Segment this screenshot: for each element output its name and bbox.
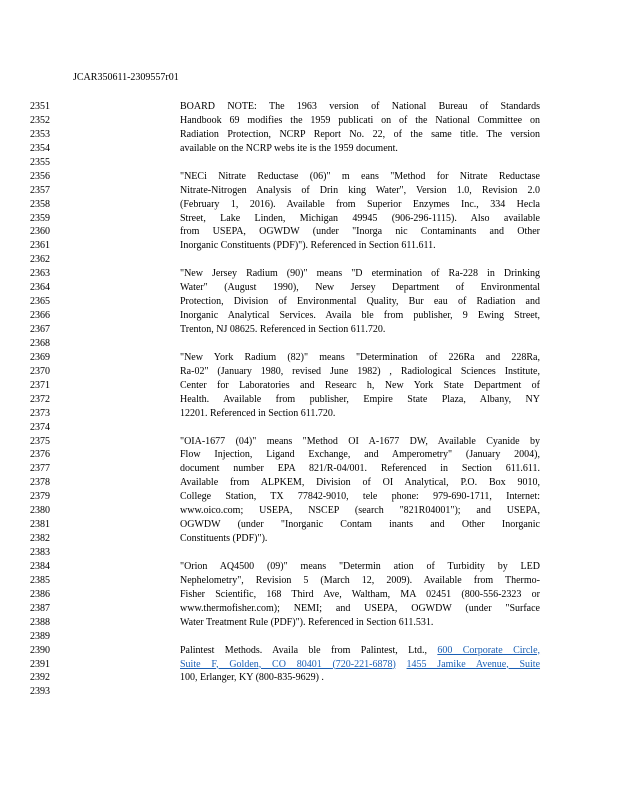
document-line: [0, 630, 618, 644]
line-text-segment: 12201. Referenced in Section 611.720.: [180, 407, 336, 419]
line-text: [180, 212, 540, 226]
document-line: [0, 490, 618, 504]
line-text: [180, 588, 540, 602]
line-text-segment: Nitrate-Nitrogen Analysis of Drin king Water", Version 1.0, Revision 2.0: [180, 184, 540, 196]
document-line: [0, 560, 618, 574]
document-line: [0, 142, 618, 156]
line-number: 2358: [30, 198, 50, 210]
line-number: 2352: [30, 114, 50, 126]
document-line: [0, 184, 618, 198]
line-text-segment: Palintest Methods. Availa ble from Palintest, Ltd.,: [180, 644, 427, 656]
document-line: [0, 462, 618, 476]
line-number: 2374: [30, 421, 50, 433]
line-text: [180, 142, 540, 156]
line-number: 2366: [30, 310, 50, 322]
line-text-segment: Inorganic Analytical Services. Availa ble from publisher, 9 Ewing Street,: [180, 310, 540, 322]
line-number: 2385: [30, 574, 50, 586]
line-text: [180, 323, 540, 337]
line-text-segment: "Orion AQ4500 (09)" means "Determin ation of Turbidity by LED: [180, 560, 540, 572]
line-number: 2360: [30, 226, 50, 238]
line-text: [180, 365, 540, 379]
line-number: 2361: [30, 240, 50, 252]
document-id: JCAR350611-2309557r01: [73, 72, 179, 83]
document-line: [0, 671, 618, 685]
line-text: [180, 379, 540, 393]
document-line: [0, 393, 618, 407]
document-line: [0, 267, 618, 281]
document-line: [0, 476, 618, 490]
document-line: [0, 532, 618, 546]
line-text: [180, 239, 540, 253]
document-line: [0, 602, 618, 616]
line-number: 2363: [30, 268, 50, 280]
line-text: [180, 393, 540, 407]
line-text-segment: Inorganic Constituents (PDF)"). Referenced in Section 611.611.: [180, 240, 436, 252]
line-number: 2372: [30, 393, 50, 405]
line-text: [180, 560, 540, 574]
line-text: [180, 616, 540, 630]
line-text: [180, 518, 540, 532]
line-text-segment: "NECi Nitrate Reductase (06)" m eans "Method for Nitrate Reductase: [180, 170, 540, 182]
line-number: 2371: [30, 379, 50, 391]
line-text-segment: www.oico.com; USEPA, NSCEP (search "821R04001"); and USEPA,: [180, 505, 540, 517]
document-line: [0, 100, 618, 114]
line-text-segment: Radiation Protection, NCRP Report No. 22, of the same title. The version: [180, 128, 540, 140]
numbered-lines: [0, 100, 618, 699]
line-text: [180, 128, 540, 142]
document-line: [0, 337, 618, 351]
line-number: 2383: [30, 547, 50, 558]
line-text-segment: "New York Radium (82)" means "Determination of 226Ra and 228Ra,: [180, 351, 540, 363]
line-number: 2393: [30, 686, 50, 698]
line-number: 2378: [30, 477, 50, 489]
line-number: 2353: [30, 128, 50, 140]
line-text-segment: Fisher Scientific, 168 Third Ave, Waltham, MA 02451 (800-556-2323 or: [180, 588, 540, 600]
line-text-segment: Water Treatment Rule (PDF)"). Referenced in Section 611.531.: [180, 616, 434, 628]
document-line: [0, 658, 618, 672]
document-line: [0, 225, 618, 239]
line-text: [180, 198, 540, 212]
line-text: [180, 309, 540, 323]
line-number: 2369: [30, 351, 50, 363]
line-number: 2380: [30, 505, 50, 517]
document-line: [0, 281, 618, 295]
document-line: [0, 351, 618, 365]
line-number: 2359: [30, 212, 50, 224]
line-text-segment: document number EPA 821/R-04/001. Referenced in Section 611.611.: [180, 463, 540, 475]
document-line: [0, 421, 618, 435]
line-text: [180, 435, 540, 449]
document-line: [0, 323, 618, 337]
line-text: [180, 184, 540, 198]
document-line: [0, 574, 618, 588]
document-line: [0, 253, 618, 267]
line-text: [180, 170, 540, 184]
document-line: [0, 170, 618, 184]
line-number: 2354: [30, 142, 50, 154]
line-number: 2357: [30, 184, 50, 196]
line-text: [180, 462, 540, 476]
hyperlink-text[interactable]: 600 Corporate Circle,: [437, 644, 541, 656]
line-text: [180, 281, 540, 295]
line-text-segment: Street, Lake Linden, Michigan 49945 (906-296-1115). Also available: [180, 212, 540, 224]
line-number: 2391: [30, 658, 50, 670]
line-text: [180, 114, 540, 128]
line-number: 2392: [30, 672, 50, 684]
document-line: [0, 518, 618, 532]
line-text: [180, 351, 540, 365]
document-line: [0, 212, 618, 226]
document-line: [0, 198, 618, 212]
line-number: 2362: [30, 254, 50, 266]
line-text: [180, 574, 540, 588]
line-number: 2379: [30, 491, 50, 503]
line-text: [180, 504, 540, 518]
line-number: 2376: [30, 449, 50, 461]
line-text-segment: Trenton, NJ 08625. Referenced in Section 611.720.: [180, 324, 386, 335]
line-number: 2355: [30, 156, 50, 168]
line-number: 2368: [30, 337, 50, 349]
line-text-segment: Water" (August 1990), New Jersey Department of Environmental: [180, 282, 540, 294]
line-number: 2356: [30, 170, 50, 182]
document-line: [0, 239, 618, 253]
line-text: [180, 225, 540, 239]
line-number: 2351: [30, 101, 50, 112]
line-text-segment: OGWDW (under "Inorganic Contam inants and Other Inorganic: [180, 519, 540, 531]
document-line: [0, 588, 618, 602]
document-line: [0, 309, 618, 323]
line-text-segment: BOARD NOTE: The 1963 version of National Bureau of Standards: [180, 101, 540, 112]
line-number: 2365: [30, 296, 50, 308]
line-text-segment: (February 1, 2016). Available from Superior Enzymes Inc., 334 Hecla: [180, 198, 540, 210]
line-text-segment: Flow Injection, Ligand Exchange, and Amperometry" (January 2004),: [180, 449, 540, 461]
line-text: [180, 295, 540, 309]
line-number: 2370: [30, 365, 50, 377]
line-number: 2388: [30, 616, 50, 628]
line-number: 2386: [30, 588, 50, 600]
line-text-segment: "OIA-1677 (04)" means "Method OI A-1677 DW, Available Cyanide by: [180, 435, 540, 447]
document-line: [0, 435, 618, 449]
line-number: 2377: [30, 463, 50, 475]
line-text-segment: www.thermofisher.com); NEMI; and USEPA, OGWDW (under "Surface: [180, 602, 540, 614]
line-text-segment: Constituents (PDF)").: [180, 533, 268, 545]
line-text: [180, 532, 540, 546]
line-text-segment: Ra-02" (January 1980, revised June 1982) , Radiological Sciences Institute,: [180, 365, 540, 377]
hyperlink-text[interactable]: 1455 Jamike Avenue, Suite: [406, 658, 541, 670]
document-line: [0, 504, 618, 518]
document-line: [0, 685, 618, 699]
line-text: [180, 407, 540, 421]
line-text: [180, 658, 540, 672]
document-line: [0, 295, 618, 309]
line-text-segment: Nephelometry", Revision 5 (March 12, 2009). Available from Thermo-: [180, 574, 540, 586]
line-text-segment: Center for Laboratories and Researc h, New York State Department of: [180, 379, 540, 391]
line-text: [180, 644, 540, 658]
document-line: [0, 128, 618, 142]
document-line: [0, 365, 618, 379]
line-text-segment: "New Jersey Radium (90)" means "D etermination of Ra-228 in Drinking: [180, 268, 540, 280]
document-line: [0, 616, 618, 630]
document-line: [0, 644, 618, 658]
line-text: [180, 490, 540, 504]
line-number: 2367: [30, 324, 50, 335]
line-text-segment: Available from ALPKEM, Division of OI Analytical, P.O. Box 9010,: [180, 477, 540, 489]
line-text-segment: Handbook 69 modifies the 1959 publicati on of the National Committee on: [180, 114, 540, 126]
line-text: [180, 671, 540, 685]
line-number: 2387: [30, 602, 50, 614]
line-text: [180, 267, 540, 281]
line-number: 2382: [30, 533, 50, 545]
line-number: 2364: [30, 282, 50, 294]
hyperlink-text[interactable]: Suite F, Golden, CO 80401 (720-221-6878): [180, 658, 396, 670]
line-text-segment: from USEPA, OGWDW (under "Inorga nic Contaminants and Other: [180, 226, 540, 238]
line-text: [180, 602, 540, 616]
line-text-segment: 100, Erlanger, KY (800-835-9629) .: [180, 672, 324, 684]
line-text-segment: Health. Available from publisher, Empire State Plaza, Albany, NY: [180, 393, 540, 405]
document-line: [0, 156, 618, 170]
document-line: [0, 114, 618, 128]
line-number: 2373: [30, 407, 50, 419]
line-number: 2375: [30, 435, 50, 447]
document-line: [0, 546, 618, 560]
line-number: 2381: [30, 519, 50, 531]
document-line: [0, 379, 618, 393]
line-text-segment: available on the NCRP webs ite is the 1959 document.: [180, 142, 398, 154]
line-text-segment: Protection, Division of Environmental Quality, Bur eau of Radiation and: [180, 296, 540, 308]
line-number: 2384: [30, 560, 50, 572]
line-number: 2390: [30, 644, 50, 656]
line-text: [180, 448, 540, 462]
line-text: [180, 476, 540, 490]
line-number: 2389: [30, 630, 50, 642]
document-line: [0, 448, 618, 462]
line-text-segment: College Station, TX 77842-9010, tele phone: 979-690-1711, Internet:: [180, 491, 540, 503]
line-text: [180, 100, 540, 114]
document-line: [0, 407, 618, 421]
